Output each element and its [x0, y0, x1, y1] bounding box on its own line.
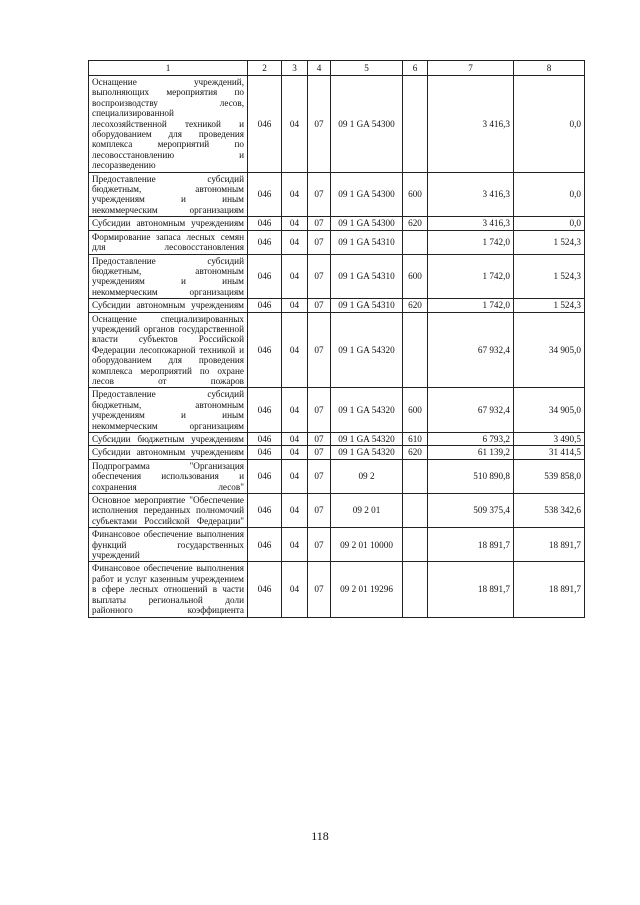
- amount-col7: 18 891,7: [428, 562, 514, 617]
- target-article-code: 09 2 01 19296: [331, 562, 403, 617]
- subsection-code: 07: [308, 528, 331, 562]
- section-code: 04: [282, 494, 308, 528]
- section-code: 04: [282, 446, 308, 459]
- item-name: Субсидии автономным учреждениям: [89, 446, 248, 459]
- expense-type-code: [403, 562, 428, 617]
- section-code: 04: [282, 528, 308, 562]
- section-code: 04: [282, 388, 308, 433]
- target-article-code: 09 1 GA 54300: [331, 217, 403, 230]
- amount-col7: 18 891,7: [428, 528, 514, 562]
- table-row: [89, 172, 585, 217]
- section-code: 04: [282, 230, 308, 254]
- item-name: Субсидии автономным учреждениям: [89, 217, 248, 230]
- subsection-code: 07: [308, 388, 331, 433]
- expense-type-code: 620: [403, 446, 428, 459]
- item-name: Оснащение учреждений, выполняющих мероприятия по воспроизводству лесов, специализированной лесохозяйственной техникой и оборудованием для проведения комплекса мероприятий по лесовосстановлению и лесоразведению: [89, 76, 248, 173]
- subsection-code: 07: [308, 299, 331, 312]
- ministry-code: 046: [248, 446, 282, 459]
- item-name: Субсидии бюджетным учреждениям: [89, 433, 248, 446]
- amount-col8: 31 414,5: [514, 446, 585, 459]
- section-code: 04: [282, 217, 308, 230]
- section-code: 04: [282, 433, 308, 446]
- subsection-code: 07: [308, 459, 331, 493]
- target-article-code: 09 1 GA 54320: [331, 312, 403, 388]
- table-row: [89, 433, 585, 446]
- item-name: Финансовое обеспечение выполнения работ и услуг казенным учреждением в сфере лесных отношений в части выплаты региональной доли районного коэффициента: [89, 562, 248, 617]
- amount-col8: 18 891,7: [514, 528, 585, 562]
- section-code: 04: [282, 459, 308, 493]
- item-name: Предоставление субсидий бюджетным, автономным учреждениям и иным некоммерческим организациям: [89, 254, 248, 299]
- table-row: [89, 230, 585, 254]
- section-code: 04: [282, 299, 308, 312]
- col-header-5: 5: [331, 61, 403, 76]
- amount-col8: 1 524,3: [514, 299, 585, 312]
- table-row: [89, 459, 585, 493]
- expense-type-code: 620: [403, 217, 428, 230]
- expense-type-code: 620: [403, 299, 428, 312]
- table-row: [89, 76, 585, 173]
- amount-col7: 1 742,0: [428, 230, 514, 254]
- expense-type-code: 600: [403, 388, 428, 433]
- amount-col8: 539 858,0: [514, 459, 585, 493]
- ministry-code: 046: [248, 172, 282, 217]
- ministry-code: 046: [248, 299, 282, 312]
- amount-col7: 509 375,4: [428, 494, 514, 528]
- ministry-code: 046: [248, 433, 282, 446]
- col-header-6: 6: [403, 61, 428, 76]
- ministry-code: 046: [248, 217, 282, 230]
- table-row: [89, 494, 585, 528]
- ministry-code: 046: [248, 76, 282, 173]
- amount-col8: 0,0: [514, 172, 585, 217]
- item-name: Основное мероприятие "Обеспечение исполнения переданных полномочий субъектами Российской Федерации": [89, 494, 248, 528]
- item-name: Предоставление субсидий бюджетным, автономным учреждениям и иным некоммерческим организациям: [89, 388, 248, 433]
- col-header-3: 3: [282, 61, 308, 76]
- item-name: Подпрограмма "Организация обеспечения использования и сохранения лесов": [89, 459, 248, 493]
- ministry-code: 046: [248, 254, 282, 299]
- amount-col8: 3 490,5: [514, 433, 585, 446]
- amount-col7: 3 416,3: [428, 172, 514, 217]
- ministry-code: 046: [248, 528, 282, 562]
- table-row: [89, 388, 585, 433]
- table-row: [89, 528, 585, 562]
- item-name: Субсидии автономным учреждениям: [89, 299, 248, 312]
- amount-col7: 67 932,4: [428, 312, 514, 388]
- budget-table: [88, 60, 585, 618]
- section-code: 04: [282, 312, 308, 388]
- item-name: Формирование запаса лесных семян для лесовосстановления: [89, 230, 248, 254]
- target-article-code: 09 2 01: [331, 494, 403, 528]
- table-row: [89, 562, 585, 617]
- table-row: [89, 312, 585, 388]
- target-article-code: 09 1 GA 54320: [331, 446, 403, 459]
- item-name: Финансовое обеспечение выполнения функций государственных учреждений: [89, 528, 248, 562]
- subsection-code: 07: [308, 172, 331, 217]
- subsection-code: 07: [308, 312, 331, 388]
- amount-col7: 67 932,4: [428, 388, 514, 433]
- subsection-code: 07: [308, 254, 331, 299]
- ministry-code: 046: [248, 230, 282, 254]
- subsection-code: 07: [308, 494, 331, 528]
- subsection-code: 07: [308, 562, 331, 617]
- amount-col8: 1 524,3: [514, 254, 585, 299]
- ministry-code: 046: [248, 312, 282, 388]
- expense-type-code: 610: [403, 433, 428, 446]
- col-header-7: 7: [428, 61, 514, 76]
- table-row: [89, 217, 585, 230]
- expense-type-code: [403, 312, 428, 388]
- item-name: Предоставление субсидий бюджетным, автономным учреждениям и иным некоммерческим организациям: [89, 172, 248, 217]
- section-code: 04: [282, 76, 308, 173]
- target-article-code: 09 1 GA 54300: [331, 76, 403, 173]
- expense-type-code: [403, 494, 428, 528]
- amount-col7: 1 742,0: [428, 254, 514, 299]
- header-row: [89, 61, 585, 76]
- section-code: 04: [282, 172, 308, 217]
- subsection-code: 07: [308, 230, 331, 254]
- ministry-code: 046: [248, 459, 282, 493]
- target-article-code: 09 1 GA 54310: [331, 254, 403, 299]
- expense-type-code: [403, 459, 428, 493]
- table-row: [89, 446, 585, 459]
- expense-type-code: 600: [403, 254, 428, 299]
- amount-col8: 0,0: [514, 217, 585, 230]
- target-article-code: 09 1 GA 54320: [331, 388, 403, 433]
- col-header-8: 8: [514, 61, 585, 76]
- section-code: 04: [282, 562, 308, 617]
- amount-col7: 510 890,8: [428, 459, 514, 493]
- item-name: Оснащение специализированных учреждений органов государственной власти субъектов Российской Федерации лесопожарной техникой и оборудованием для проведения комплекса мероприятий по охране лесов от пожаров: [89, 312, 248, 388]
- target-article-code: 09 1 GA 54310: [331, 230, 403, 254]
- section-code: 04: [282, 254, 308, 299]
- page-number: 118: [311, 829, 329, 843]
- target-article-code: 09 2: [331, 459, 403, 493]
- amount-col7: 61 139,2: [428, 446, 514, 459]
- expense-type-code: 600: [403, 172, 428, 217]
- amount-col7: 1 742,0: [428, 299, 514, 312]
- expense-type-code: [403, 528, 428, 562]
- amount-col8: 18 891,7: [514, 562, 585, 617]
- amount-col7: 3 416,3: [428, 76, 514, 173]
- amount-col8: 0,0: [514, 76, 585, 173]
- amount-col8: 538 342,6: [514, 494, 585, 528]
- ministry-code: 046: [248, 388, 282, 433]
- table-row: [89, 254, 585, 299]
- col-header-2: 2: [248, 61, 282, 76]
- col-header-1: 1: [89, 61, 248, 76]
- subsection-code: 07: [308, 217, 331, 230]
- target-article-code: 09 1 GA 54300: [331, 172, 403, 217]
- target-article-code: 09 1 GA 54320: [331, 433, 403, 446]
- amount-col7: 6 793,2: [428, 433, 514, 446]
- subsection-code: 07: [308, 76, 331, 173]
- amount-col8: 34 905,0: [514, 312, 585, 388]
- target-article-code: 09 1 GA 54310: [331, 299, 403, 312]
- col-header-4: 4: [308, 61, 331, 76]
- amount-col8: 34 905,0: [514, 388, 585, 433]
- ministry-code: 046: [248, 494, 282, 528]
- subsection-code: 07: [308, 446, 331, 459]
- target-article-code: 09 2 01 10000: [331, 528, 403, 562]
- subsection-code: 07: [308, 433, 331, 446]
- expense-type-code: [403, 230, 428, 254]
- amount-col8: 1 524,3: [514, 230, 585, 254]
- table-body: [89, 76, 585, 618]
- table-row: [89, 299, 585, 312]
- expense-type-code: [403, 76, 428, 173]
- ministry-code: 046: [248, 562, 282, 617]
- amount-col7: 3 416,3: [428, 217, 514, 230]
